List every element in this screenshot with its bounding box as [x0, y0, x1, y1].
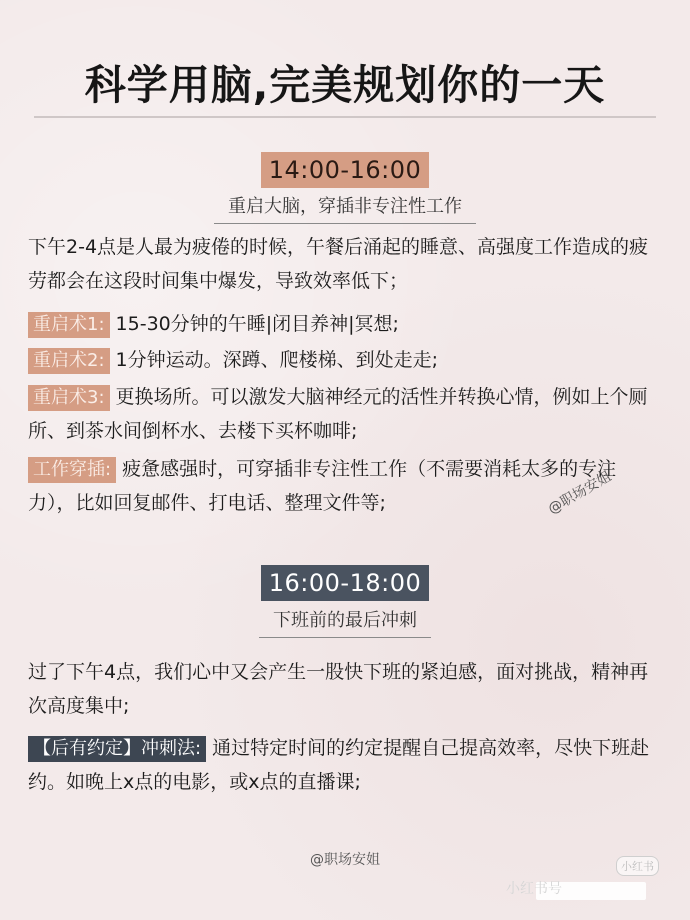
section1-subtitle-wrap	[0, 192, 690, 224]
page-title: 科学用脑,完美规划你的一天	[84, 61, 606, 109]
section1-intro: 下午2-4点是人最为疲倦的时候，午餐后涌起的睡意、高强度工作造成的疲劳都会在这段时间集中爆发，导致效率低下；	[28, 236, 649, 292]
item-text: 通过特定时间的约定提醒自己提高效率，尽快下班赴约。如晚上x点的电影，或x点的直播课;	[28, 737, 650, 793]
item-text: 15-30分钟的午睡|闭目养神|冥想;	[115, 313, 399, 335]
section2-subtitle: 下班前的最后冲刺	[259, 606, 431, 638]
platform-watermark: 小红书号	[506, 881, 562, 897]
author-signature: @职场安姐	[310, 852, 380, 868]
item-tag: 重启术2:	[28, 348, 110, 374]
section1-item-3	[28, 380, 660, 448]
section2-time: 16:00-18:00	[261, 565, 430, 601]
section1-item-2	[28, 343, 660, 377]
section1-time-badge	[0, 152, 690, 188]
section1-item-1	[28, 307, 660, 341]
section1-subtitle: 重启大脑，穿插非专注性工作	[214, 192, 476, 224]
title-divider	[34, 116, 656, 118]
author-stamp: @职场安姐	[545, 468, 615, 518]
section2-item-1	[28, 731, 660, 799]
item-tag: 【后有约定】冲刺法:	[28, 736, 206, 762]
item-tag: 重启术3:	[28, 385, 110, 411]
item-text: 疲惫感强时，可穿插非专注性工作（不需要消耗太多的专注力），比如回复邮件、打电话、整理文件等;	[28, 458, 617, 514]
section1-time: 14:00-16:00	[261, 152, 430, 188]
item-tag: 重启术1:	[28, 312, 110, 338]
section2-time-badge	[0, 565, 690, 601]
item-text: 更换场所。可以激发大脑神经元的活性并转换心情，例如上个厕所、到茶水间倒杯水、去楼下买杯咖啡;	[28, 386, 648, 442]
platform-logo-icon: 小红书	[616, 856, 659, 876]
item-tag: 工作穿插:	[28, 457, 116, 483]
section2-intro: 过了下午4点，我们心中又会产生一股快下班的紧迫感，面对挑战，精神再次高度集中;	[28, 661, 649, 717]
item-text: 1分钟运动。深蹲、爬楼梯、到处走走;	[115, 349, 439, 371]
section2-subtitle-wrap	[0, 606, 690, 638]
